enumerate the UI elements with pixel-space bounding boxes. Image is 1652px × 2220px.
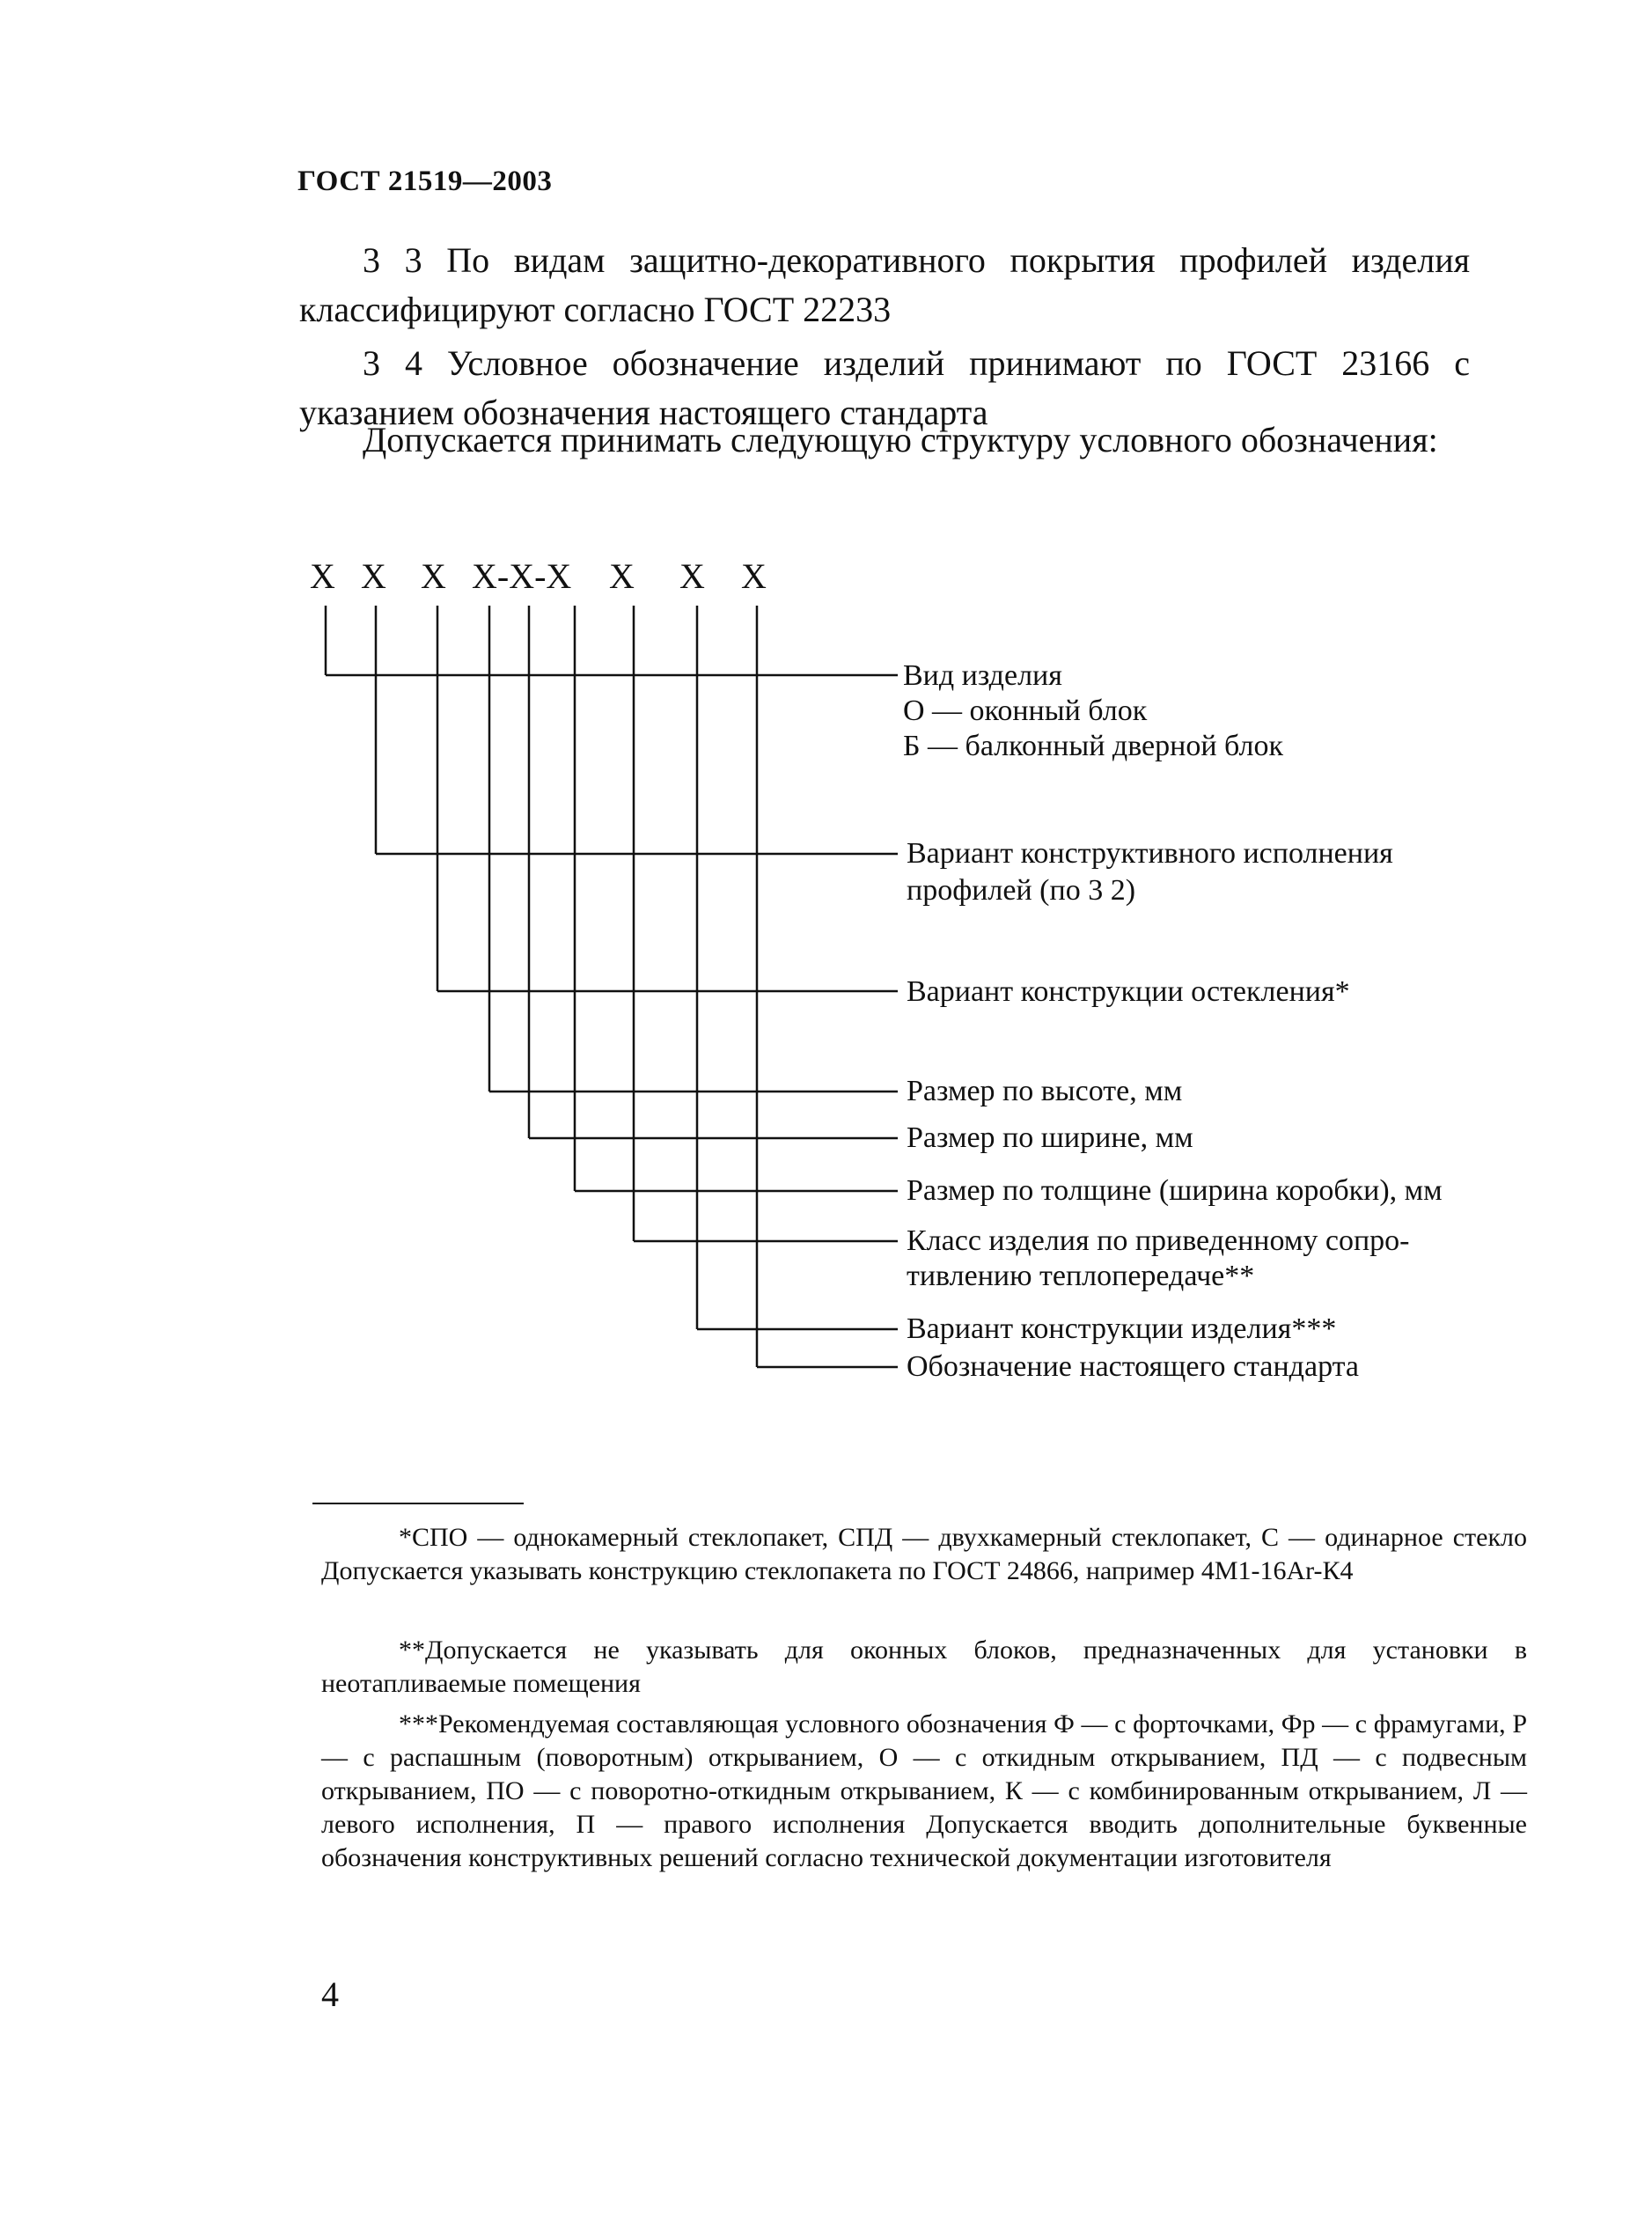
label-height: Размер по высоте, мм	[907, 1075, 1183, 1107]
footnote-separator	[312, 1503, 524, 1504]
label-product-type-window: О — оконный блок	[903, 695, 1148, 727]
footnote-3	[321, 1708, 1527, 1875]
footnote-3-text: ***Рекомендуемая составляющая условного обозначения Ф — с форточками, Фр — с фрамугами, Р — с распашным (поворотным) открыванием, О — с откидным открыванием, ПД — с подвесным открыванием, ПО — с поворотно-откидным открыванием, К — с комбинированным открыванием, Л — левого исполнения, П — правого исполнения Допускается вводить дополнительные буквенные обозначения конструктивных решений согласно технической документации изготовителя	[321, 1709, 1527, 1872]
label-standard: Обозначение настоящего стандарта	[907, 1350, 1359, 1383]
footnote-2	[321, 1634, 1527, 1701]
footnote-2-text: **Допускается не указывать для оконных блоков, предназначенных для установки в неотапливаемые помещения	[321, 1636, 1527, 1698]
label-product-type-balcony: Б — балконный дверной блок	[903, 730, 1283, 762]
code-part-1: Х	[310, 556, 335, 596]
paragraph-3-3-text: 3 3 По видам защитно-декоративного покрытия профилей изделия классифицируют согласно ГОСТ 22233	[299, 240, 1470, 329]
page-number: 4	[321, 1974, 339, 2014]
label-profile-variant-line1: Вариант конструктивного исполнения	[907, 837, 1393, 870]
label-class-line1: Класс изделия по приведенному сопро-	[907, 1224, 1410, 1257]
footnote-1	[321, 1521, 1527, 1588]
paragraph-3-4-text: 3 4 Условное обозначение изделий принимают по ГОСТ 23166 с указанием обозначения настоящего стандарта	[299, 343, 1470, 432]
code-part-5: Х	[609, 556, 635, 596]
label-profile-variant-line2: профилей (по 3 2)	[907, 874, 1136, 907]
paragraph-structure-intro-text: Допускается принимать следующую структуру условного обозначения:	[363, 420, 1438, 459]
label-class-line2: тивлению теплопередаче**	[907, 1260, 1255, 1292]
document-header: ГОСТ 21519—2003	[297, 165, 553, 197]
code-part-3: Х	[421, 556, 446, 596]
code-part-6: Х	[679, 556, 705, 596]
label-thickness: Размер по толщине (ширина коробки), мм	[907, 1174, 1443, 1207]
leader-lines	[326, 606, 898, 1367]
footnote-1-text: *СПО — однокамерный стеклопакет, СПД — двухкамерный стеклопакет, С — одинарное стекло Допускается указывать конструкцию стеклопакета по ГОСТ 24866, например 4М1-16Ar-К4	[321, 1523, 1527, 1585]
label-product-type: Вид изделия	[903, 659, 1062, 692]
code-part-2: Х	[361, 556, 386, 596]
code-part-4: Х-Х-Х	[472, 556, 572, 596]
label-width: Размер по ширине, мм	[907, 1121, 1193, 1154]
label-glazing-variant: Вариант конструкции остекления*	[907, 975, 1350, 1008]
label-product-variant: Вариант конструкции изделия***	[907, 1312, 1337, 1345]
code-part-7: Х	[741, 556, 767, 596]
